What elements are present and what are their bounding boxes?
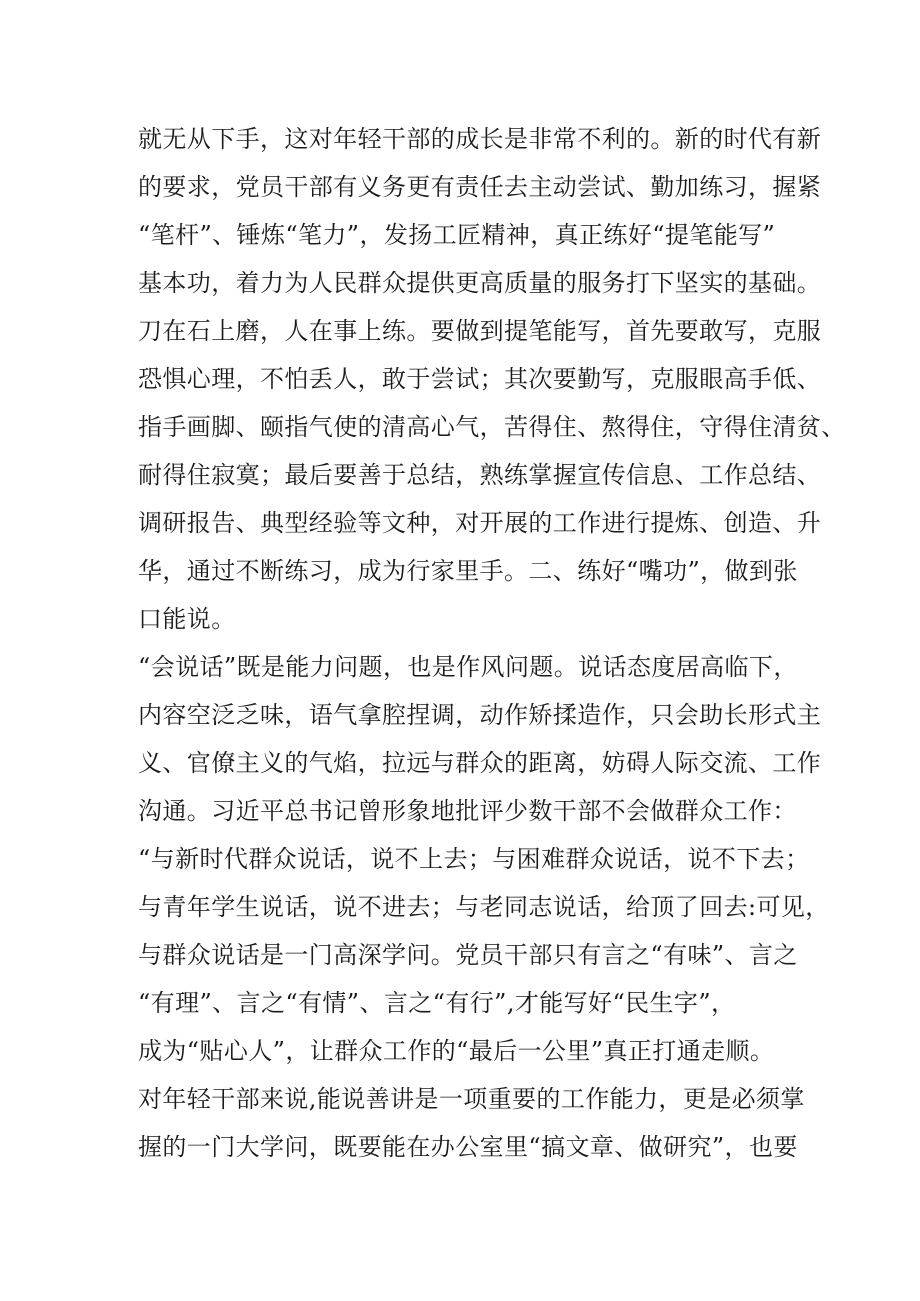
text-line: 耐得住寂寞；最后要善于总结，熟练掌握宣传信息、工作总结、 <box>138 461 822 489</box>
text-line: 成为“贴心人”，让群众工作的“最后一公里”真正打通走顺。 <box>138 1037 775 1065</box>
text-line: 与群众说话是一门高深学问。党员干部只有言之“有味”、言之 <box>138 941 798 969</box>
text-line: 义、官僚主义的气焰，拉远与群众的距离，妨碍人际交流、工作 <box>138 749 822 777</box>
text-line: 沟通。习近平总书记曾形象地批评少数干部不会做群众工作： <box>138 797 797 825</box>
text-line: “与新时代群众说话，说不上去；与困难群众说话，说不下去； <box>138 845 810 873</box>
text-line: 刀在石上磨，人在事上练。要做到提笔能写，首先要敢写，克服 <box>138 317 822 345</box>
text-line: 指手画脚、颐指气使的清高心气，苦得住、熬得住，守得住清贫、 <box>138 413 846 441</box>
text-line: 就无从下手，这对年轻干部的成长是非常不利的。新的时代有新 <box>138 125 822 153</box>
text-line: “笔杆”、锤炼“笔力”，发扬工匠精神，真正练好“提笔能写” <box>138 221 776 249</box>
text-line: 基本功，着力为人民群众提供更高质量的服务打下坚实的基础。 <box>138 269 822 297</box>
text-line: 华，通过不断练习，成为行家里手。二、练好“嘴功”，做到张 <box>138 557 798 585</box>
text-line: “有理”、言之“有情”、言之“有行”,才能写好“民生字”， <box>138 989 736 1017</box>
text-line: 对年轻干部来说,能说善讲是一项重要的工作能力，更是必须掌 <box>138 1085 805 1113</box>
text-line: 调研报告、典型经验等文种，对开展的工作进行提炼、创造、升 <box>138 509 822 537</box>
text-line: “会说话”既是能力问题，也是作风问题。说话态度居高临下， <box>138 653 798 681</box>
text-line: 握的一门大学问，既要能在办公室里“搞文章、做研究”，也要 <box>138 1133 798 1161</box>
text-line: 口能说。 <box>138 605 236 633</box>
text-line: 与青年学生说话，说不进去；与老同志说话，给顶了回去:可见， <box>138 893 830 921</box>
text-line: 内容空泛乏味，语气拿腔捏调，动作矫揉造作，只会助长形式主 <box>138 701 822 729</box>
text-line: 恐惧心理，不怕丢人，敢于尝试；其次要勤写，克服眼高手低、 <box>138 365 822 393</box>
text-line: 的要求，党员干部有义务更有责任去主动尝试、勤加练习，握紧 <box>138 173 822 201</box>
